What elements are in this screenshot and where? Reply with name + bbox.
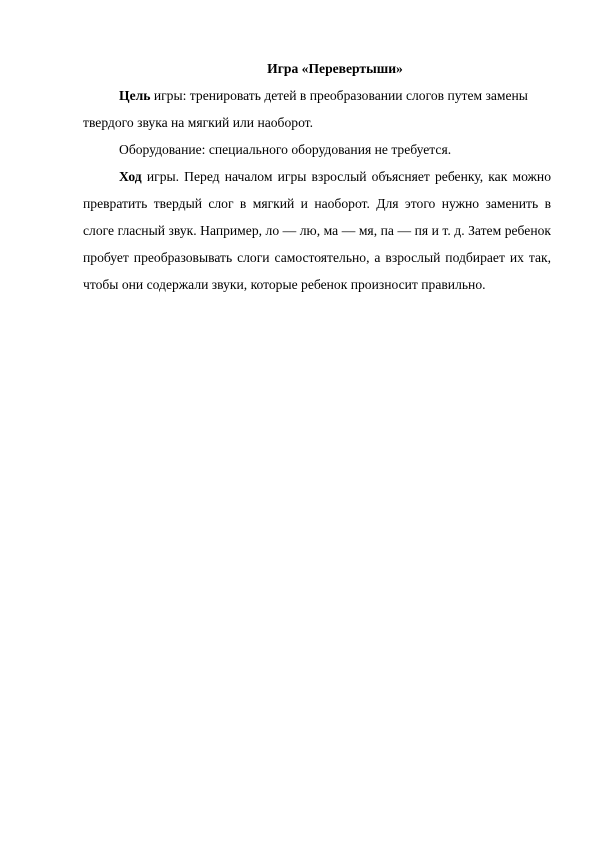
document-title: Игра «Перевертыши» bbox=[267, 61, 403, 76]
equipment-paragraph: Оборудование: специального оборудования не требуется. bbox=[119, 142, 452, 157]
goal-paragraph bbox=[83, 82, 551, 136]
procedure-text: игры. Перед началом игры взрослый объясняет ребенку, как можно превратить твердый слог в мягкий и наоборот. Для этого нужно заменить в слоге гласный звук. Например, ло — лю, ма — мя, па — пя и т. д. Затем ребенок пробует преобразовывать слоги самостоятельно, а взрослый подбирает их так, чтобы они содержали звуки, которые ребенок произносит правильно. bbox=[83, 169, 551, 292]
procedure-lead: Ход bbox=[119, 169, 142, 184]
goal-text: игры: тренировать детей в преобразовании слогов путем замены твердого звука на мягкий или наоборот. bbox=[83, 88, 528, 130]
procedure-paragraph bbox=[83, 163, 551, 298]
document-body bbox=[83, 55, 551, 298]
goal-lead: Цель bbox=[119, 88, 151, 103]
